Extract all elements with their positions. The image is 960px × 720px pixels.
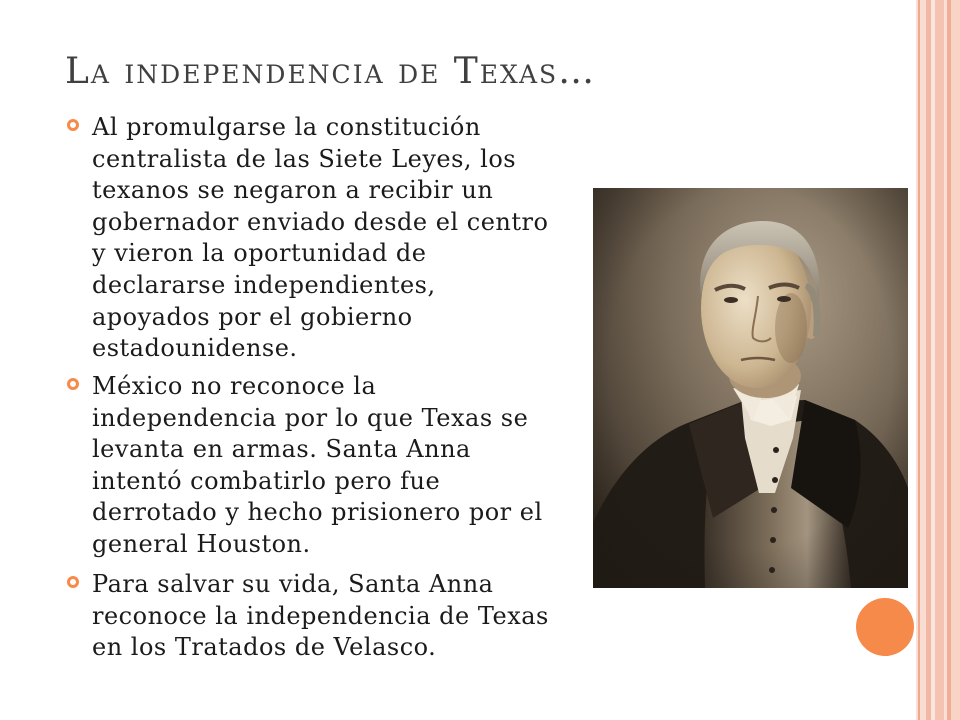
bullet-line: intentó combatirlo pero fue: [92, 466, 441, 495]
bullet-line: centralista de las Siete Leyes, los: [92, 144, 517, 173]
portrait-photo: [593, 188, 908, 588]
bullet-line: general Houston.: [92, 529, 311, 558]
stripe: [951, 0, 960, 720]
bullet-line: en los Tratados de Velasco.: [92, 633, 437, 662]
ring-bullet-icon: [67, 119, 79, 131]
bullet-item: [92, 371, 582, 561]
bullet-line: declararse independientes,: [92, 270, 436, 299]
decorative-stripes: [916, 0, 960, 720]
ring-bullet-icon: [67, 576, 79, 588]
ring-bullet-icon: [67, 378, 79, 390]
stripe: [935, 0, 944, 720]
bullet-line: Al promulgarse la constitución: [92, 113, 481, 141]
bullet-line: México no reconoce la: [92, 372, 377, 400]
bullet-line: apoyados por el gobierno: [92, 302, 413, 331]
bullet-line: y vieron la oportunidad de: [92, 239, 427, 268]
bullet-line: texanos se negaron a recibir un: [92, 176, 494, 205]
bullet-line: estadounidense.: [92, 334, 298, 363]
bullet-item: [92, 112, 582, 365]
slide-title: La independencia de Texas…: [65, 51, 597, 92]
bullet-line: reconoce la independencia de Texas: [92, 601, 549, 630]
bullet-item: [92, 569, 582, 664]
bullet-line: levanta en armas. Santa Anna: [92, 435, 471, 464]
bullet-line: gobernador enviado desde el centro: [92, 207, 549, 236]
portrait-image: [593, 188, 908, 588]
photo-vignette: [593, 188, 908, 588]
orange-circle-icon: [856, 598, 914, 656]
bullet-line: Para salvar su vida, Santa Anna: [92, 570, 494, 598]
bullet-line: derrotado y hecho prisionero por el: [92, 498, 543, 527]
bullet-line: independencia por lo que Texas se: [92, 403, 529, 432]
